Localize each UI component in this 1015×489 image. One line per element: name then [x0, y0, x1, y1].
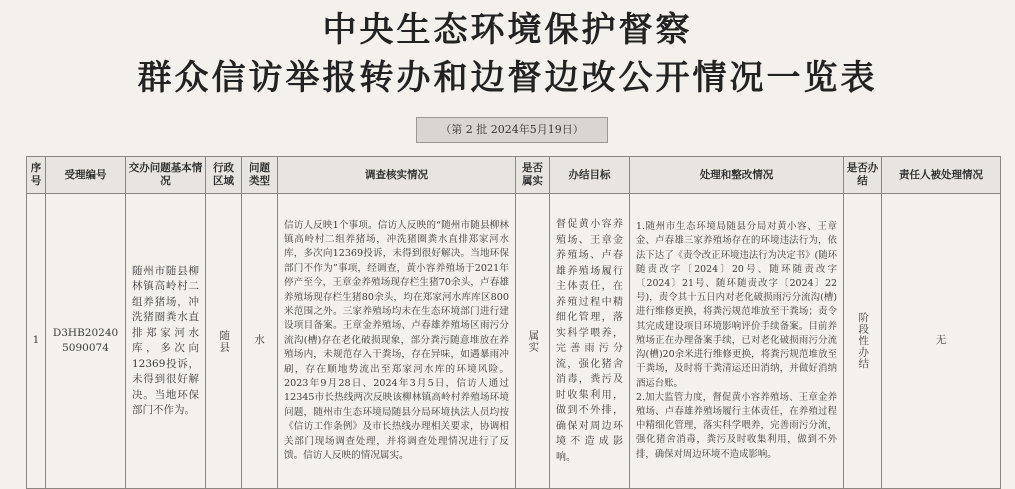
- header-seq: 序号: [27, 157, 46, 194]
- cell-goal: 督促黄小容养殖场、王章金养殖场、卢春雄养殖场履行主体责任，在养殖过程中精细化管理，落实科学喂养，完善雨污分流，强化猪舍消毒，粪污及时收集利用，做到不外排，确保对周边环境不造成影响。: [550, 194, 630, 489]
- cell-investigation: 信访人反映1个事项。信访人反映的“随州市随县柳林镇高岭村二组养猪场，冲洗猪圈粪水直排郑家河水库，多次向12369投诉，未得到很好解决。当地环保部门不作为”事项，经调查，黄小容养殖场于2021年停产至今，王章金养殖场现存栏生猪70余头，卢春雄养殖场现存栏生猪80余头，均在郑家河水库库区800米范围之外。三家养殖场均未在生态环境部门进行建设项目备案。王章金养殖场、卢春雄养殖场区雨污分流沟(槽)存在老化破损现象，部分粪污随意堆放在养殖场内，未规范存入干粪场，存在异味，如遇暴雨冲刷，存在顺地势流出至郑家河水库的环境风险。2023年9月28日、2024年3月5日，信访人通过12345市长热线两次反映该柳林镇高岭村养殖场环境问题，随州市生态环境局随县分局环境执法人员均按《信访工作条例》及市长热线办理相关要求，协调相关部门现场调查处理，并将调查处理情况进行了反馈。信访人反映的情况属实。: [278, 194, 516, 489]
- header-investigation: 调查核实情况: [278, 157, 516, 194]
- cell-seq: 1: [27, 194, 46, 489]
- header-verified: 是否属实: [516, 157, 550, 194]
- cell-responsible: 无: [882, 194, 1001, 489]
- table-header-row: [27, 157, 1001, 194]
- cell-handling: [630, 194, 844, 489]
- header-region: 行政区域: [206, 157, 242, 194]
- header-issue: 交办问题基本情况: [126, 157, 206, 194]
- header-responsible: 责任人被处理情况: [882, 157, 1001, 194]
- batch-label: （第 2 批 2024年5月19日）: [416, 117, 608, 143]
- cell-closed: 阶段性办结: [857, 312, 870, 370]
- cell-verified: 属实: [527, 329, 540, 353]
- header-handling: 处理和整改情况: [630, 157, 844, 194]
- cell-region: 随县: [218, 329, 231, 353]
- cell-issue: 随州市随县柳林镇高岭村二组养猪场，冲洗猪圈粪水直排郑家河水库，多次向12369投诉，未得到很好解决。当地环保部门不作为。: [126, 194, 206, 489]
- handling-paragraph-2: 2.加大监管力度，督促黄小容养殖场、王章金养殖场、卢春雄养殖场履行主体责任，在养殖过程中精细化管理，落实科学喂养，完善雨污分流，强化猪舍消毒，粪污及时收集利用，做到不外排，确保对周边环境不造成影响。: [636, 391, 837, 460]
- complaints-table: [26, 156, 1001, 489]
- page-title: 中央生态环境保护督察: [322, 10, 693, 50]
- header-goal: 办结目标: [550, 157, 630, 194]
- cell-code: D3HB202405090074: [46, 194, 126, 489]
- cell-type: 水: [242, 194, 278, 489]
- header-closed: 是否办结: [844, 157, 882, 194]
- header-type: 问题类型: [242, 157, 278, 194]
- page-subtitle: 群众信访举报转办和边督边改公开情况一览表: [137, 58, 878, 98]
- table-row: [27, 194, 1001, 489]
- header-code: 受理编号: [46, 157, 126, 194]
- handling-paragraph-1: 1.随州市生态环境局随县分局对黄小容、王章金、卢春雄三家养殖场存在的环境违法行为，依法下达了《责令改正环境违法行为决定书》(随环随责改字〔2024〕20号、随环随责改字〔2024〕21号、随环随责改字〔2024〕22号)，责令其十五日内对老化破损雨污分流沟(槽)进行维修更换，将粪污规范堆放至干粪场；责令其完成建设项目环境影响评价手续备案。目前养殖场正在办理备案手续，已对老化破损雨污分流沟(槽)20余米进行维修更换，将粪污规范堆放至干粪场，及时将干粪清运还田消纳，并做好消纳酒运台账。: [636, 221, 837, 389]
